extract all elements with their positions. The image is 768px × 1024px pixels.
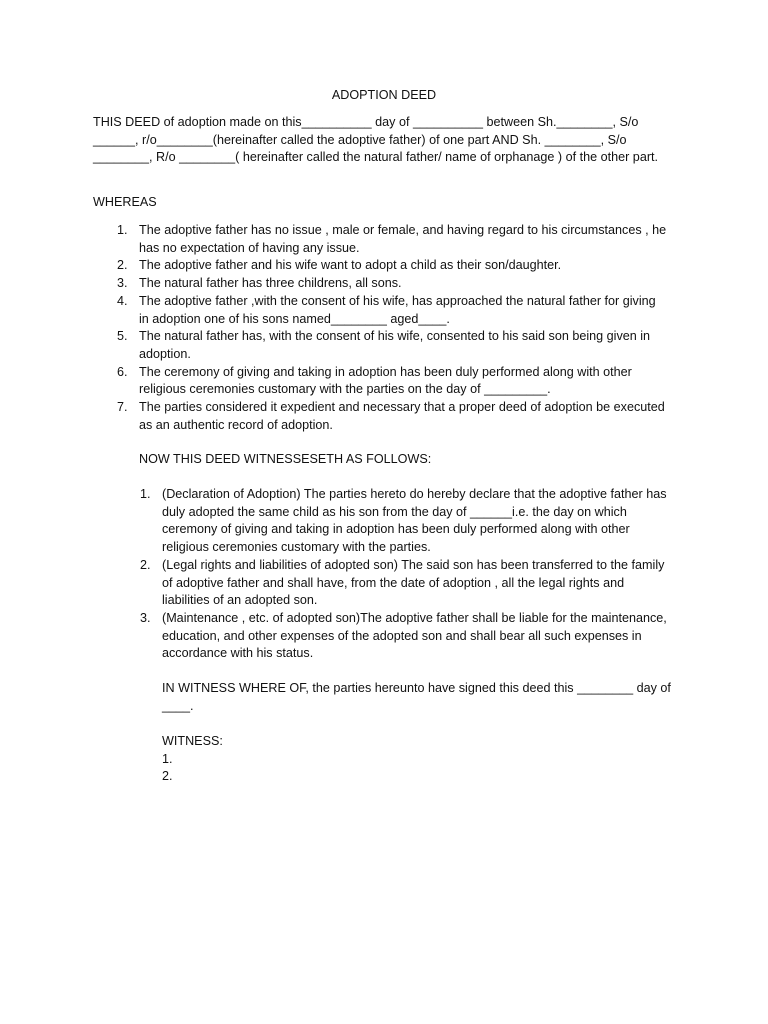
witness-block [162,733,223,786]
witness-line: 2. [162,769,173,784]
item-text: The natural father has, with the consent of his wife, consented to his said son being given in adoption. [139,329,651,361]
whereas-item [117,275,667,293]
item-number: 2. [140,557,151,572]
item-text: (Legal rights and liabilities of adopted son) The said son has been transferred to the family of adoptive father and shall have, from the date of adoption , all the legal rights and liabilities of an adopted son. [162,557,665,608]
item-number: 6. [117,364,128,379]
whereas-list [117,222,667,434]
whereas-item [117,257,667,275]
deed-clause [140,557,675,610]
deed-clause [140,610,675,663]
whereas-item [117,328,667,363]
item-number: 2. [117,258,128,273]
item-text: The adoptive father has no issue , male or female, and having regard to his circumstances , he has no expectation of having any issue. [139,223,667,255]
item-text: The parties considered it expedient and necessary that a proper deed of adoption be executed as an authentic record of adoption. [139,400,665,432]
deed-clause [140,486,675,557]
deed-clauses-list [140,486,675,663]
witness-label: WITNESS: [162,734,223,748]
whereas-item [117,222,667,257]
whereas-item [117,293,667,328]
item-text: The ceremony of giving and taking in adoption has been duly performed along with other religious ceremonies customary with the parties on the day of _________. [139,364,632,397]
whereas-item [117,399,667,434]
item-text: (Maintenance , etc. of adopted son)The adoptive father shall be liable for the maintenance, education, and other expenses of the adopted son and shall bear all such expenses in accordance with his status. [162,610,667,661]
item-number: 3. [140,610,151,625]
item-text: The adoptive father ,with the consent of his wife, has approached the natural father for giving in adoption one of his sons named________ aged____. [139,293,656,326]
whereas-item [117,364,667,399]
item-text: (Declaration of Adoption) The parties hereto do hereby declare that the adoptive father has duly adopted the same child as his son from the day of ______i.e. the day on which ceremony of giving and taking in adoption has been duly performed along with other religious ceremonies customary with the parties. [162,487,667,555]
item-text: The natural father has three childrens, all sons. [139,276,402,291]
item-number: 7. [117,400,128,415]
item-number: 5. [117,329,128,344]
item-number: 3. [117,276,128,291]
now-heading: NOW THIS DEED WITNESSESETH AS FOLLOWS: [139,452,432,466]
item-number: 1. [117,223,128,237]
item-number: 4. [117,293,128,308]
item-number: 1. [140,487,151,501]
whereas-heading: WHEREAS [93,195,157,209]
witness-line: 1. [162,751,173,766]
intro-paragraph: THIS DEED of adoption made on this__________ day of __________ between Sh.________, S/o ______, r/o________(hereinafter called the adoptive father) of one part AND Sh. ________, S/o ________, R/o ________( hereinafter called the natural father/ name of orphanage ) of the other part. [93,115,659,165]
document-title: ADOPTION DEED [331,88,437,102]
item-text: The adoptive father and his wife want to adopt a child as their son/daughter. [139,258,562,273]
in-witness-paragraph: IN WITNESS WHERE OF, the parties hereunto have signed this deed this ________ day of ____. [162,681,671,713]
